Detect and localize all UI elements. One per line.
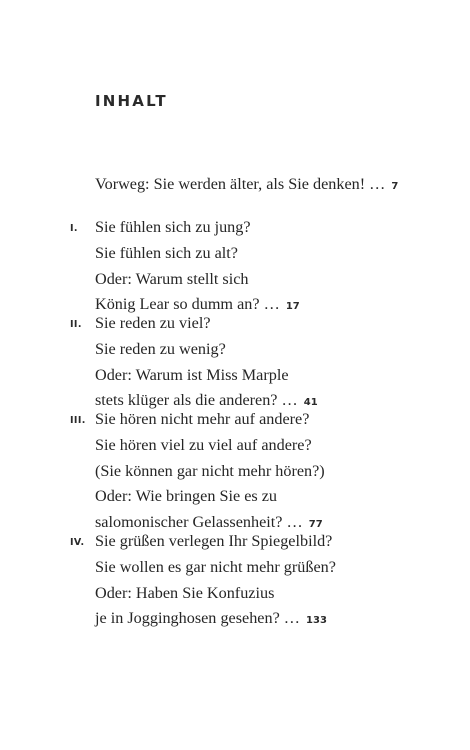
toc-entry-chapter-4 xyxy=(70,529,336,634)
toc-entry-chapter-1 xyxy=(70,215,300,320)
toc-line: Sie reden zu viel? xyxy=(95,314,211,332)
page-number: 77 xyxy=(308,519,323,531)
toc-entry-text: König Lear so dumm an? … xyxy=(95,295,280,314)
page-number: 41 xyxy=(303,397,318,409)
toc-line: Sie hören viel zu viel auf andere? xyxy=(95,435,312,454)
toc-line: Oder: Wie bringen Sie es zu xyxy=(95,487,278,506)
toc-entry-text: stets klüger als die anderen? … xyxy=(95,391,298,410)
chapter-number: III. xyxy=(70,415,86,426)
page-title: INHALT xyxy=(95,92,168,110)
toc-line: Sie grüßen verlegen Ihr Spiegelbild? xyxy=(95,532,333,550)
toc-entry-text: je in Jogginghosen gesehen? … xyxy=(95,609,300,628)
toc-line: Oder: Warum stellt sich xyxy=(95,269,249,288)
chapter-number: II. xyxy=(70,319,82,330)
toc-entry-text: salomonischer Gelassenheit? … xyxy=(95,513,303,532)
page-number: 7 xyxy=(391,181,399,192)
toc-line: Sie wollen es gar nicht mehr grüßen? xyxy=(95,557,336,576)
toc-line: Sie reden zu wenig? xyxy=(95,339,226,358)
toc-line: Sie hören nicht mehr auf andere? xyxy=(95,410,310,428)
toc-entry-chapter-3 xyxy=(70,407,325,538)
chapter-number: I. xyxy=(70,223,78,234)
page-number: 17 xyxy=(285,301,300,313)
toc-line: Oder: Warum ist Miss Marple xyxy=(95,365,289,384)
page-number: 133 xyxy=(306,615,327,627)
toc-line: (Sie können gar nicht mehr hören?) xyxy=(95,461,325,480)
toc-entry-text: Vorweg: Sie werden älter, als Sie denken! … xyxy=(95,175,386,193)
toc-line xyxy=(95,172,398,200)
toc-line xyxy=(95,606,336,634)
toc-entry-intro xyxy=(95,172,398,200)
toc-entry-chapter-2 xyxy=(70,311,318,416)
toc-line: Oder: Haben Sie Konfuzius xyxy=(95,583,275,602)
toc-line: Sie fühlen sich zu jung? xyxy=(95,218,251,236)
chapter-number: IV. xyxy=(70,537,85,548)
toc-line: Sie fühlen sich zu alt? xyxy=(95,243,238,262)
